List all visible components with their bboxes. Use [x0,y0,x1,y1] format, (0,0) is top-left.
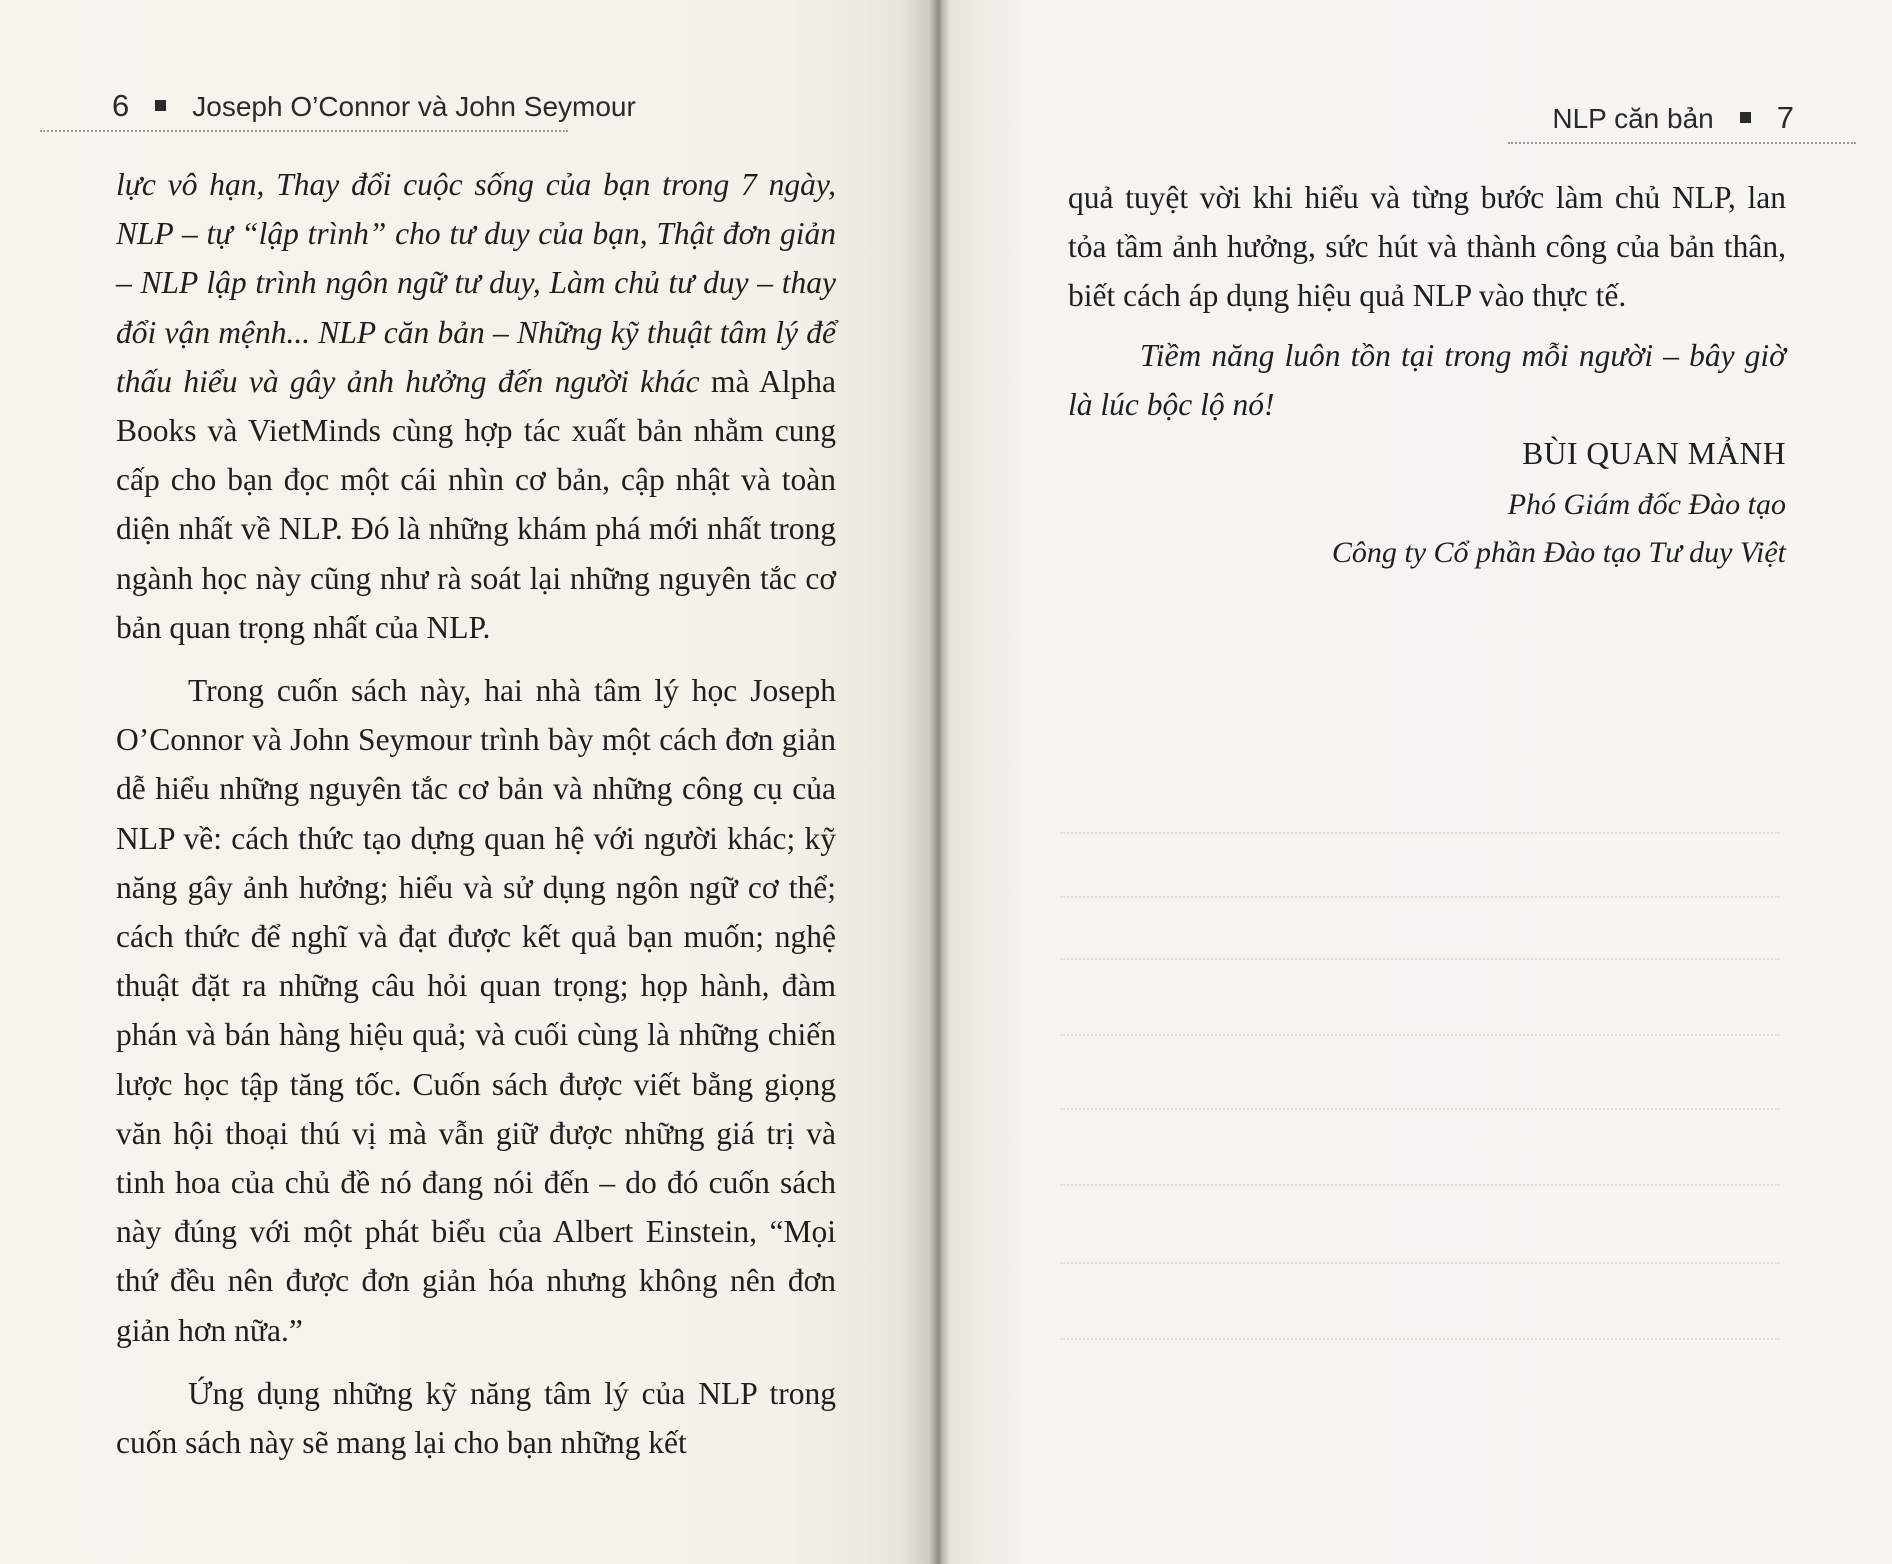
bleed-through-row [1060,1034,1780,1036]
bleed-through-row [1060,896,1780,898]
bleed-through-row [1060,1338,1780,1340]
right-header-rule [1508,142,1856,144]
right-paragraph-1: quả tuyệt vời khi hiểu và từng bước làm chủ NLP, lan tỏa tầm ảnh hưởng, sức hút và thành công của bản thân, biết cách áp dụng hiệu quả NLP vào thực tế. [1068,180,1786,314]
left-page-number: 6 [112,88,130,123]
left-paragraph-3: Ứng dụng những kỹ năng tâm lý của NLP trong cuốn sách này sẽ mang lại cho bạn những kết [116,1375,836,1461]
bleed-through-row [1060,958,1780,960]
signature-title: Phó Giám đốc Đào tạo [1507,488,1786,521]
left-paragraph-1-roman: mà Alpha Books và VietMinds cùng hợp tác xuất bản nhằm cung cấp cho bạn đọc một cái nhìn cơ bản, cập nhật và toàn diện nhất về NLP. Đó là những khám phá mới nhất trong ngành học này cũng như rà soát lại những nguyên tắc cơ bản quan trọng nhất của NLP. [116,363,836,645]
left-header-rule [40,130,568,132]
left-paragraph-1-italic: lực vô hạn, Thay đổi cuộc sống của bạn trong 7 ngày, NLP – tự “lập trình” cho tư duy của bạn, Thật đơn giản – NLP lập trình ngôn ngữ tư duy, Làm chủ tư duy – thay đổi vận mệnh... NLP căn bản – Những kỹ thuật tâm lý để thấu hiểu và gây ảnh hưởng đến người khác [116,167,836,399]
right-running-head [1552,100,1794,136]
left-running-head-title: Joseph O’Connor và John Seymour [192,91,636,122]
bleed-through-row [1060,1184,1780,1186]
signature-name: BÙI QUAN MẢNH [1522,436,1786,471]
left-paragraph-2: Trong cuốn sách này, hai nhà tâm lý học Joseph O’Connor và John Seymour trình bày một cách đơn giản dễ hiểu những nguyên tắc cơ bản và những công cụ của NLP về: cách thức tạo dựng quan hệ với người khác; kỹ năng gây ảnh hưởng; hiểu và sử dụng ngôn ngữ cơ thể; cách thức để nghĩ và đạt được kết quả bạn muốn; nghệ thuật đặt ra những câu hỏi quan trọng; họp hành, đàm phán và bán hàng hiệu quả; và cuối cùng là những chiến lược học tập tăng tốc. Cuốn sách được viết bằng giọng văn hội thoại thú vị mà vẫn giữ được những giá trị và tinh hoa của chủ đề nó đang nói đến – do đó cuốn sách này đúng với một phát biểu của Albert Einstein, “Mọi thứ đều nên được đơn giản hóa nhưng không nên đơn giản hơn nữa.” [116,673,836,1348]
left-page [0,0,930,1564]
right-running-head-title: NLP căn bản [1552,103,1714,134]
bleed-through-row [1060,1262,1780,1264]
right-body-text [1068,173,1786,429]
left-body-text [116,160,836,1467]
right-page-number: 7 [1776,100,1794,135]
book-gutter [930,0,950,1564]
right-quote [1068,331,1786,429]
bleed-through-row [1060,832,1780,834]
bleed-through-row [1060,1108,1780,1110]
left-running-head [112,88,636,124]
square-bullet-icon [155,100,166,111]
right-quote-text: Tiềm năng luôn tồn tại trong mỗi người – bây giờ là lúc bộc lộ nó! [1068,337,1786,422]
left-paragraph-1 [116,160,836,652]
signature-organization: Công ty Cổ phần Đào tạo Tư duy Việt [1331,536,1786,569]
square-bullet-icon [1740,112,1751,123]
